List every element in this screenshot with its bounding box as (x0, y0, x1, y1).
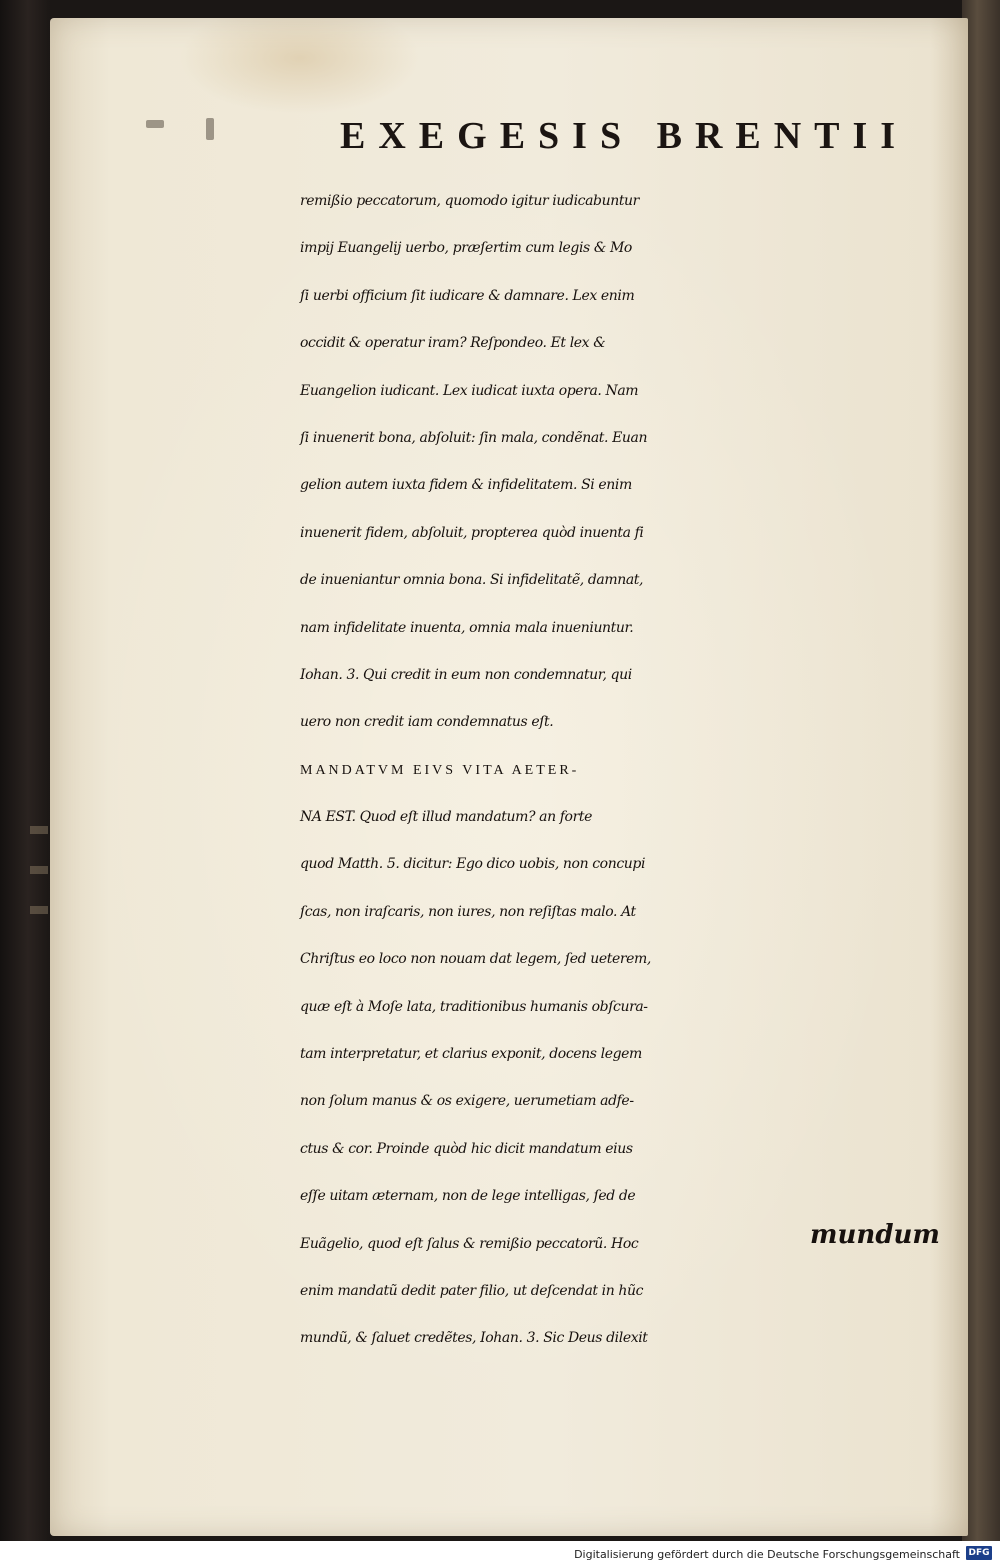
text-line: impij Euangelij uerbo, præſertim cum legis & Mo (300, 240, 632, 257)
text-line: quæ eſt à Moſe lata, traditionibus humanis obſcura- (300, 998, 648, 1015)
text-line: Iohan. 3. Qui credit in eum non condemnatur, qui (300, 666, 632, 683)
text-line: tam interpretatur, et clarius exponit, docens legem (300, 1046, 642, 1063)
ink-marks (140, 108, 230, 148)
text-line: non ſolum manus & os exigere, uerumetiam adfe- (300, 1093, 634, 1110)
text-line: Euãgelio, quod eſt ſalus & remißio peccatorũ. Hoc (300, 1235, 639, 1252)
catchword: mundum (810, 1220, 940, 1250)
dfg-logo: DFG (966, 1546, 992, 1560)
facing-page-bleed (30, 820, 52, 930)
text-line: eſſe uitam æternam, non de lege intelligas, ſed de (300, 1188, 636, 1205)
text-line: mundũ, & ſaluet credẽtes, Iohan. 3. Sic Deus dilexit (300, 1330, 648, 1347)
text-line: MANDATVM EIVS VITA AETER- (300, 762, 580, 778)
text-line: quod Matth. 5. dicitur: Ego dico uobis, non concupi (300, 856, 646, 873)
text-line: nam infidelitate inuenta, omnia mala inueniuntur. (300, 619, 634, 636)
text-line: uero non credit iam condemnatus eſt. (300, 714, 554, 731)
text-line: occidit & operatur iram? Reſpondeo. Et lex & (300, 335, 606, 352)
text-line: inuenerit fidem, abſoluit, propterea quòd inuenta fi (300, 524, 644, 541)
text-line: Euangelion iudicant. Lex iudicat iuxta opera. Nam (300, 382, 639, 399)
running-title: EXEGESIS BRENTII (340, 115, 909, 157)
footer-credit: Digitalisierung gefördert durch die Deutsche Forschungsgemeinschaft (574, 1548, 960, 1561)
text-block (300, 178, 940, 1363)
text-line: NA EST. Quod eſt illud mandatum? an forte (300, 809, 592, 826)
text-line: gelion autem iuxta fidem & infidelitatem. Si enim (300, 477, 632, 494)
text-line: ctus & cor. Proinde quòd hic dicit mandatum eius (300, 1140, 633, 1157)
text-line: ſi inuenerit bona, abſoluit: ſin mala, condẽnat. Euan (300, 429, 648, 446)
text-line: enim mandatũ dedit pater filio, ut deſcendat in hũc (300, 1282, 644, 1299)
text-line: ſi uerbi officium ſit iudicare & damnare. Lex enim (300, 287, 635, 304)
text-line: remißio peccatorum, quomodo igitur iudicabuntur (300, 193, 639, 209)
text-line: Chriſtus eo loco non nouam dat legem, ſed ueterem, (300, 951, 651, 968)
text-line: ſcas, non iraſcaris, non iures, non reſiſtas malo. At (300, 903, 636, 920)
text-line: de inueniantur omnia bona. Si infidelitatẽ, damnat, (300, 572, 644, 589)
